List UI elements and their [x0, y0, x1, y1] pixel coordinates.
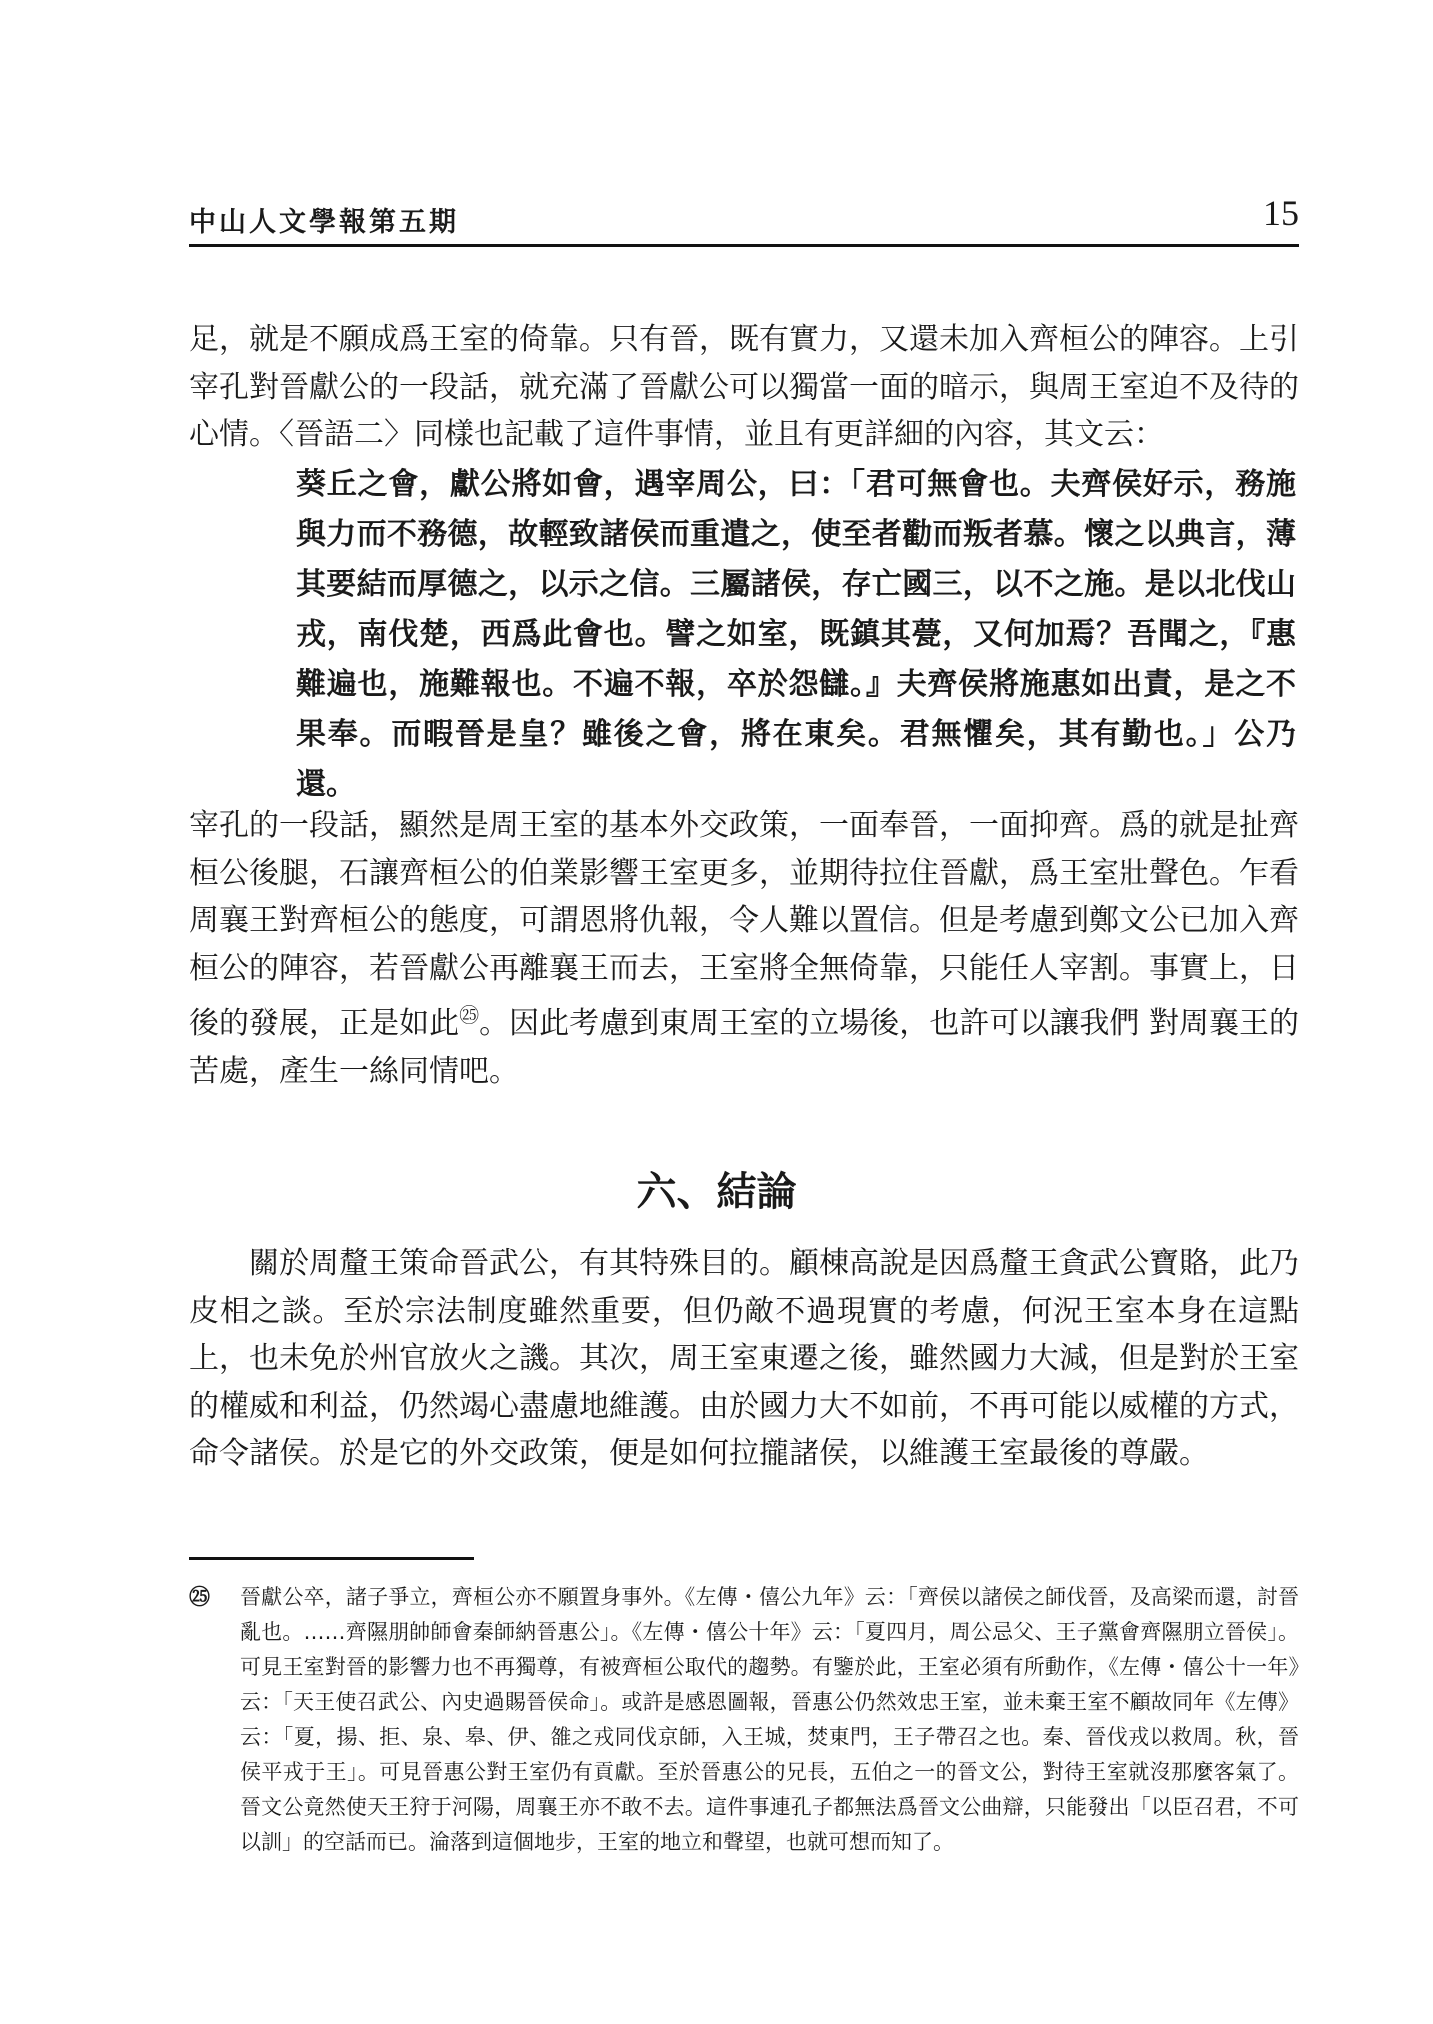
- header-rule: [189, 244, 1299, 247]
- footnote: [189, 1580, 1299, 1860]
- paragraph-2-text-a: 宰孔的一段話，顯然是周王室的基本外交政策，一面奉晉，一面抑齊。爲的就是扯齊桓公後腿，石讓齊桓公的伯業影響王室更多，並期待拉住晉獻，爲王室壯聲色。乍看周襄王對齊桓公的態度，可謂恩將仇報，令人難以置信。但是考慮到鄭文公已加入齊桓公的陣容，若晉獻公再離襄王而去，王室將全無倚靠，只能任人宰割。事實上，日後的發展，正是如此: [189, 808, 1299, 1041]
- footnote-reference[interactable]: ㉕: [459, 1003, 480, 1027]
- running-header: [189, 193, 1299, 248]
- footnote-marker: ㉕: [189, 1585, 210, 1609]
- footnote-rule: [189, 1557, 474, 1560]
- paragraph-3: 關於周釐王策命晉武公，有其特殊目的。顧棟高說是因爲釐王貪武公寶賂，此乃皮相之談。至於宗法制度雖然重要，但仍敵不過現實的考慮，何況王室本身在這點上，也未免於州官放火之譏。其次，周王室東遷之後，雖然國力大減，但是對於王室的權威和利益，仍然竭心盡慮地維護。由於國力大不如前，不再可能以威權的方式，命令諸侯。於是它的外交政策，便是如何拉攏諸侯，以維護王室最後的尊嚴。: [189, 1246, 1299, 1471]
- page-number: 15: [1263, 193, 1299, 233]
- section-title: 六、結論: [636, 1169, 797, 1215]
- block-quote: 葵丘之會，獻公將如會，遇宰周公，曰：「君可無會也。夫齊侯好示，務施與力而不務德，故輕致諸侯而重遣之，使至者勸而叛者慕。懷之以典言，薄其要結而厚德之，以示之信。三屬諸侯，存亡國三，以不之施。是以北伐山戎，南伐楚，西爲此會也。譬之如室，既鎮其甍，又何加焉？吾聞之，『惠難遍也，施難報也。不遍不報，卒於怨讎。』夫齊侯將施惠如出責，是之不果奉。而暇晉是皇？雖後之會，將在東矣。君無懼矣，其有勤也。」公乃還。: [296, 467, 1296, 802]
- paragraph-2: [189, 802, 1299, 1095]
- footnote-text: 晉獻公卒，諸子爭立，齊桓公亦不願置身事外。《左傳・僖公九年》云：「齊侯以諸侯之師伐晉，及高梁而還，討晉亂也。……齊隰朋帥師會秦師納晉惠公」。《左傳・僖公十年》云：「夏四月，周公忌父、王子黨會齊隰朋立晉侯」。可見王室對晉的影響力也不再獨尊，有被齊桓公取代的趨勢。有鑒於此，王室必須有所動作，《左傳・僖公十一年》云：「天王使召武公、內史過賜晉侯命」。或許是感恩圖報，晉惠公仍然效忠王室，並未棄王室不顧故同年《左傳》云：「夏，揚、拒、泉、皋、伊、雒之戎同伐京師，入王城，焚東門，王子帶召之也。秦、晉伐戎以救周。秋，晉侯平戎于王」。可見晉惠公對王室仍有貢獻。至於晉惠公的兄長，五伯之一的晉文公，對待王室就沒那麼客氣了。晉文公竟然使天王狩于河陽，周襄王亦不敢不去。這件事連孔子都無法爲晉文公曲辯，只能發出「以臣召君，不可以訓」的空話而已。淪落到這個地步，王室的地立和聲望，也就可想而知了。: [240, 1585, 1299, 1854]
- paragraph-2-text-b: 。因此考慮到東周王室的立場後，也許可以讓我們 對周襄王的苦處，產生一絲同情吧。: [189, 1006, 1300, 1089]
- journal-title: 中山人文學報第五期: [189, 207, 459, 238]
- paragraph-1: 足，就是不願成爲王室的倚靠。只有晉，既有實力，又還未加入齊桓公的陣容。上引宰孔對晉獻公的一段話，就充滿了晉獻公可以獨當一面的暗示，與周王室迫不及待的心情。〈晉語二〉同樣也記載了這件事情，並且有更詳細的內容，其文云：: [189, 322, 1299, 452]
